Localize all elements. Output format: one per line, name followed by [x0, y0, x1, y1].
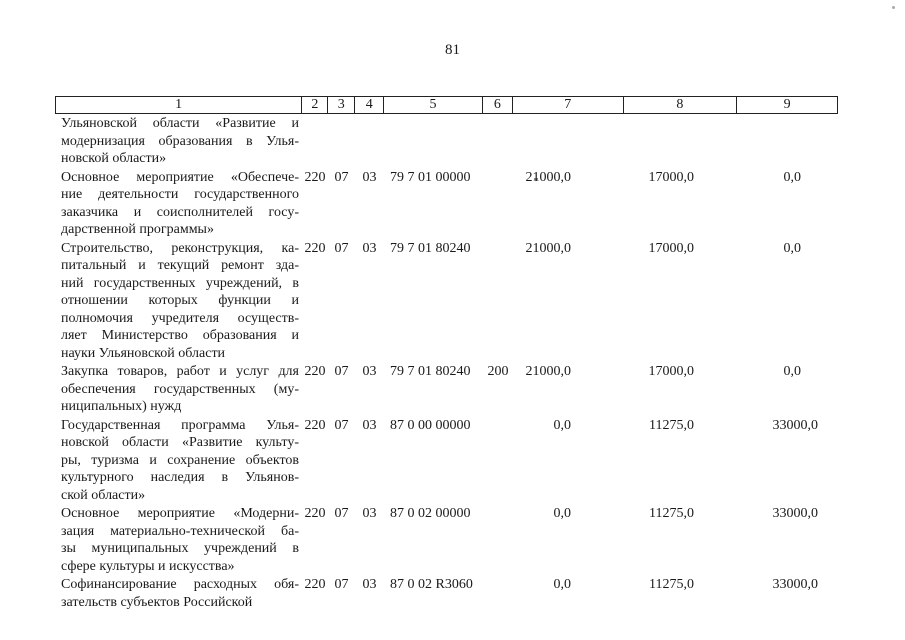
col-5-cell: 79 7 01 00000: [390, 169, 471, 185]
col-5-cell: 87 0 02 R3060: [390, 577, 473, 592]
col-9-cell: 33000,0: [772, 506, 818, 521]
col-4-cell: 03: [362, 240, 377, 256]
col-6-cell: [483, 575, 513, 611]
row-name-line: науки Ульяновской области: [61, 345, 226, 361]
col-6-cell: [483, 504, 513, 575]
col-7-cell: 21000,0: [525, 240, 571, 256]
col-5-cell: 87 0 02 00000: [390, 506, 471, 521]
col-9-cell: 33000,0: [772, 577, 818, 592]
col-8-cell: 17000,0: [648, 169, 694, 185]
col-2-cell: [302, 114, 328, 168]
col-4-cell: 03: [362, 577, 377, 592]
row-name-line: ние деятельности государственного: [61, 187, 299, 202]
col-4-cell: [355, 114, 384, 168]
row-name-line: Государственная программа Улья-: [61, 417, 299, 433]
header-cell-3: 3: [328, 97, 355, 113]
row-name-line: обеспечения государственных (му-: [61, 381, 299, 397]
row-name-line: Закупка товаров, работ и услуг для: [61, 364, 299, 379]
col-6-cell: 200: [487, 364, 509, 379]
col-5-cell: 87 0 00 00000: [390, 417, 471, 433]
row-name-line: ний государственных учреждений, в: [61, 275, 299, 291]
col-6-cell: [483, 239, 513, 363]
col-5-cell: 79 7 01 80240: [390, 364, 471, 379]
col-7-cell: 21000,0: [525, 364, 571, 379]
header-cell-1: 1: [56, 97, 302, 113]
row-name-cell: [55, 575, 302, 611]
header-cell-5: 5: [384, 97, 483, 113]
col-8-cell: 17000,0: [648, 364, 694, 379]
col-6-cell: [483, 416, 513, 505]
col-6-cell: [483, 114, 513, 168]
col-9-cell: 33000,0: [772, 417, 818, 433]
row-name-cell: [55, 362, 302, 416]
col-3-cell: 07: [334, 506, 349, 521]
row-name-line: ской области»: [61, 487, 146, 503]
col-2-cell: 220: [304, 417, 326, 433]
row-name-line: Строительство, реконструкция, ка-: [61, 240, 299, 256]
row-name-line: заказчика и соисполнителей госу-: [61, 204, 299, 220]
row-name-cell: [55, 239, 302, 363]
col-4-cell: 03: [362, 169, 377, 185]
col-7-cell: 0,0: [553, 577, 571, 592]
col-8-cell: [624, 114, 738, 168]
row-name-line: новской области»: [61, 151, 167, 166]
row-name-line: ниципальных) нужд: [61, 399, 182, 414]
table-row: [55, 362, 838, 416]
col-7-cell: 21000,0: [525, 169, 571, 185]
row-name-line: ляет Министерство образования и: [61, 328, 299, 343]
table-row: [55, 114, 838, 168]
row-name-line: культурного наследия в Ульянов-: [61, 470, 299, 485]
table-row: [55, 239, 838, 363]
col-5-cell: [384, 114, 483, 168]
col-3-cell: [328, 114, 355, 168]
row-name-line: сфере культуры и искусства»: [61, 558, 235, 574]
row-name-line: зы муниципальных учреждений в: [61, 541, 299, 556]
table-row: [55, 416, 838, 505]
table-row: [55, 504, 838, 575]
col-2-cell: 220: [304, 506, 326, 521]
table-row: [55, 575, 838, 611]
col-8-cell: 11275,0: [649, 506, 694, 521]
col-2-cell: 220: [304, 577, 326, 592]
header-cell-4: 4: [355, 97, 384, 113]
row-name-line: полномочия учредителя осуществ-: [61, 310, 299, 326]
col-9-cell: 0,0: [783, 169, 801, 185]
col-4-cell: 03: [362, 506, 377, 521]
col-8-cell: 11275,0: [649, 577, 694, 592]
row-name-cell: [55, 168, 302, 239]
row-name-line: питальный и текущий ремонт зда-: [61, 258, 299, 273]
header-cell-7: 7: [513, 97, 624, 113]
col-3-cell: 07: [334, 169, 349, 185]
col-2-cell: 220: [304, 364, 326, 379]
col-3-cell: 07: [334, 240, 349, 256]
header-cell-6: 6: [483, 97, 513, 113]
header-cell-2: 2: [302, 97, 328, 113]
col-6-cell: [483, 168, 513, 239]
col-4-cell: 03: [362, 364, 377, 379]
row-name-line: Основное мероприятие «Обеспече-: [61, 169, 299, 185]
row-name-line: зация материально-технической ба-: [61, 523, 299, 539]
row-name-line: отношении которых функции и: [61, 293, 299, 308]
col-4-cell: 03: [362, 417, 377, 433]
col-2-cell: 220: [304, 169, 326, 185]
row-name-line: Ульяновской области «Развитие и: [61, 116, 299, 131]
header-cell-8: 8: [624, 97, 738, 113]
table-header-row: [55, 96, 838, 114]
col-2-cell: 220: [304, 240, 326, 256]
col-7-cell: [513, 114, 624, 168]
row-name-line: модернизация образования в Улья-: [61, 133, 299, 149]
col-7-cell: 0,0: [553, 506, 571, 521]
col-3-cell: 07: [334, 577, 349, 592]
col-9-cell: 0,0: [783, 364, 801, 379]
col-9-cell: 0,0: [783, 240, 801, 256]
col-8-cell: 11275,0: [649, 417, 694, 433]
col-3-cell: 07: [334, 364, 349, 379]
row-name-line: зательств субъектов Российской: [61, 594, 253, 610]
col-8-cell: 17000,0: [648, 240, 694, 256]
table-body: [55, 114, 838, 611]
col-3-cell: 07: [334, 417, 349, 433]
row-name-line: дарственной программы»: [61, 222, 214, 237]
row-name-line: Основное мероприятие «Модерни-: [61, 506, 299, 521]
table-row: [55, 168, 838, 239]
row-name-line: новской области «Развитие культу-: [61, 435, 299, 450]
page-number: 81: [445, 42, 460, 58]
scan-speck: [892, 6, 895, 9]
col-7-cell: 0,0: [553, 417, 571, 433]
col-9-cell: [738, 114, 838, 168]
row-name-cell: [55, 416, 302, 505]
col-5-cell: 79 7 01 80240: [390, 240, 471, 256]
row-name-cell: [55, 504, 302, 575]
row-name-line: Софинансирование расходных обя-: [61, 577, 299, 592]
header-cell-9: 9: [783, 97, 791, 112]
row-name-line: ры, туризма и сохранение объектов: [61, 452, 299, 468]
row-name-cell: [55, 114, 302, 168]
